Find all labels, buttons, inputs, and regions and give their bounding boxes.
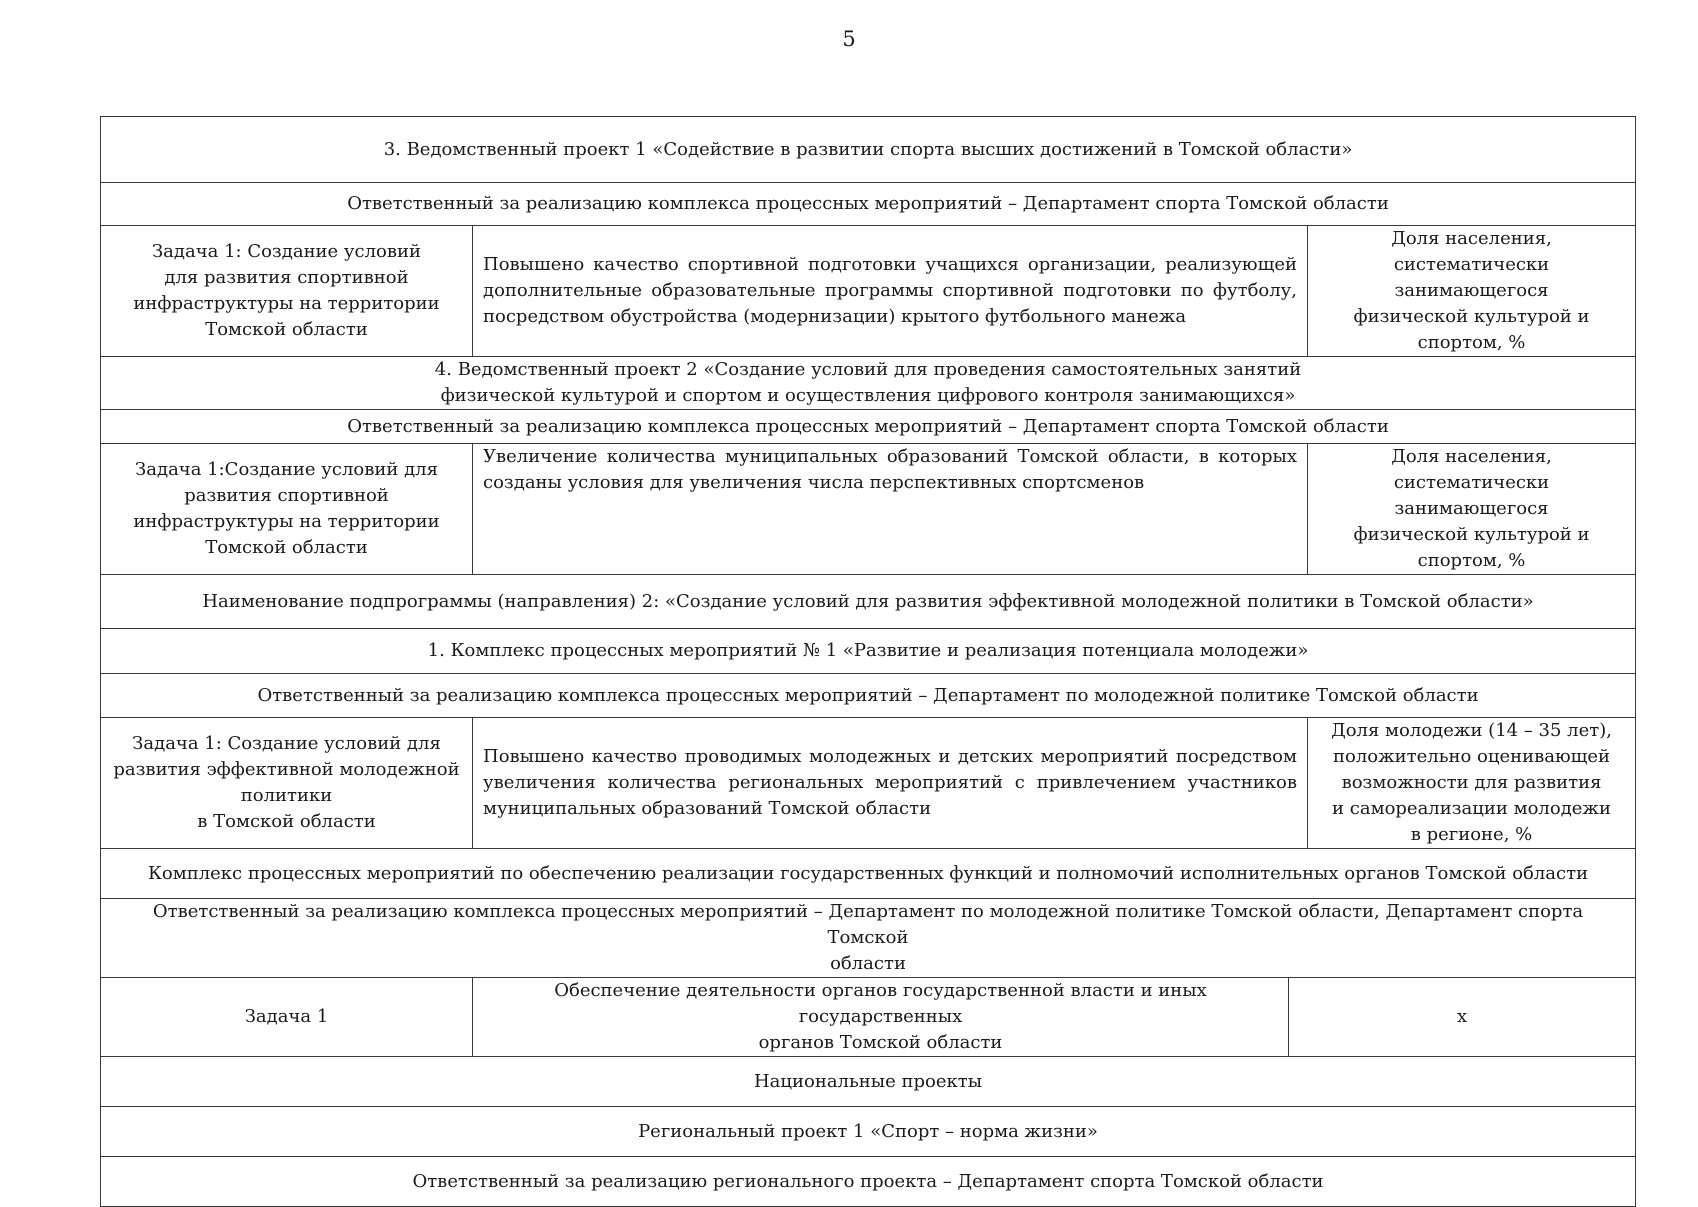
indicator-cell (1308, 718, 1636, 849)
task-cell (101, 226, 473, 357)
task-line: инфраструктуры на территории (133, 293, 440, 314)
indicator-cell: х (1289, 978, 1636, 1057)
indicator-line: Доля населения, (1391, 228, 1552, 249)
responsible-cell: Ответственный за реализацию комплекса процессных мероприятий – Департамент по молодежной политике Томской области (101, 674, 1636, 718)
task-cell (101, 718, 473, 849)
page-number: 5 (842, 27, 856, 51)
task-line: развития спортивной (184, 485, 389, 506)
table-row (101, 357, 1636, 410)
project-header-cell (101, 357, 1636, 410)
responsible-cell (101, 899, 1636, 978)
result-cell: Повышено качество спортивной подготовки учащихся организации, реализующей дополнительные образовательные программы спортивной подготовки по футболу, посредством обустройства (модернизации) крытого футбольного манежа (473, 226, 1308, 357)
table-row (101, 849, 1636, 899)
complex-header-cell: 1. Комплекс процессных мероприятий № 1 «Развитие и реализация потенциала молодежи» (101, 629, 1636, 674)
task-line: Задача 1:Создание условий для (135, 459, 438, 480)
table-row (101, 978, 1636, 1057)
indicator-line: Доля населения, (1391, 446, 1552, 467)
responsible-line: области (830, 953, 906, 974)
result-cell (473, 978, 1289, 1057)
table-row (101, 1107, 1636, 1157)
table-row (101, 575, 1636, 629)
table-row (101, 226, 1636, 357)
indicator-line: спортом, % (1417, 550, 1526, 571)
indicator-line: систематически занимающегося (1393, 472, 1550, 519)
section-header-cell: Национальные проекты (101, 1057, 1636, 1107)
responsible-line: Ответственный за реализацию комплекса процессных мероприятий – Департамент по молодежной политике Томской области, Департамент спорта Томской (152, 901, 1584, 948)
indicator-line: спортом, % (1417, 332, 1526, 353)
indicator-line: в регионе, % (1410, 824, 1533, 845)
indicator-line: физической культурой и (1353, 524, 1590, 545)
task-line: в Томской области (197, 811, 376, 832)
responsible-cell: Ответственный за реализацию комплекса процессных мероприятий – Департамент спорта Томской области (101, 410, 1636, 444)
result-cell: Увеличение количества муниципальных образований Томской области, в которых созданы условия для увеличения числа перспективных спортсменов (473, 444, 1308, 575)
task-cell (101, 444, 473, 575)
indicator-line: возможности для развития (1341, 772, 1602, 793)
table-row (101, 899, 1636, 978)
responsible-cell: Ответственный за реализацию регионального проекта – Департамент спорта Томской области (101, 1157, 1636, 1207)
responsible-cell: Ответственный за реализацию комплекса процессных мероприятий – Департамент спорта Томской области (101, 183, 1636, 226)
header-line: физической культурой и спортом и осуществления цифрового контроля занимающихся» (440, 385, 1296, 406)
table-row (101, 1157, 1636, 1207)
task-line: для развития спортивной (164, 267, 409, 288)
task-cell: Задача 1 (101, 978, 473, 1057)
task-line: политики (240, 785, 333, 806)
table-row (101, 117, 1636, 183)
task-line: Задача 1: Создание условий для (132, 733, 441, 754)
complex-header-cell: Комплекс процессных мероприятий по обеспечению реализации государственных функций и полномочий исполнительных органов Томской области (101, 849, 1636, 899)
indicator-line: положительно оценивающей (1332, 746, 1611, 767)
table-row (101, 718, 1636, 849)
project-header-cell: 3. Ведомственный проект 1 «Содействие в развитии спорта высших достижений в Томской области» (101, 117, 1636, 183)
project-header-cell: Региональный проект 1 «Спорт – норма жизни» (101, 1107, 1636, 1157)
result-line: органов Томской области (758, 1032, 1003, 1053)
table-row (101, 183, 1636, 226)
table-row (101, 410, 1636, 444)
task-line: Томской области (205, 537, 368, 558)
task-line: Задача 1: Создание условий (151, 241, 422, 262)
subprogram-header-cell: Наименование подпрограммы (направления) 2: «Создание условий для развития эффективной молодежной политики в Томской области» (101, 575, 1636, 629)
indicator-line: и самореализации молодежи (1332, 798, 1611, 819)
result-line: Обеспечение деятельности органов государственной власти и иных государственных (554, 980, 1207, 1027)
indicator-cell (1308, 226, 1636, 357)
indicator-cell (1308, 444, 1636, 575)
table-row (101, 1057, 1636, 1107)
task-line: инфраструктуры на территории (133, 511, 440, 532)
indicator-line: физической культурой и (1353, 306, 1590, 327)
indicator-line: систематически занимающегося (1393, 254, 1550, 301)
table-row (101, 444, 1636, 575)
header-line: 4. Ведомственный проект 2 «Создание условий для проведения самостоятельных занятий (434, 359, 1302, 380)
indicator-line: Доля молодежи (14 – 35 лет), (1331, 720, 1612, 741)
table-row (101, 674, 1636, 718)
table-row (101, 629, 1636, 674)
task-line: развития эффективной молодежной (113, 759, 460, 780)
task-line: Томской области (205, 319, 368, 340)
program-table (100, 116, 1636, 1207)
result-cell: Повышено качество проводимых молодежных и детских мероприятий посредством увеличения количества региональных мероприятий с привлечением участников муниципальных образований Томской области (473, 718, 1308, 849)
